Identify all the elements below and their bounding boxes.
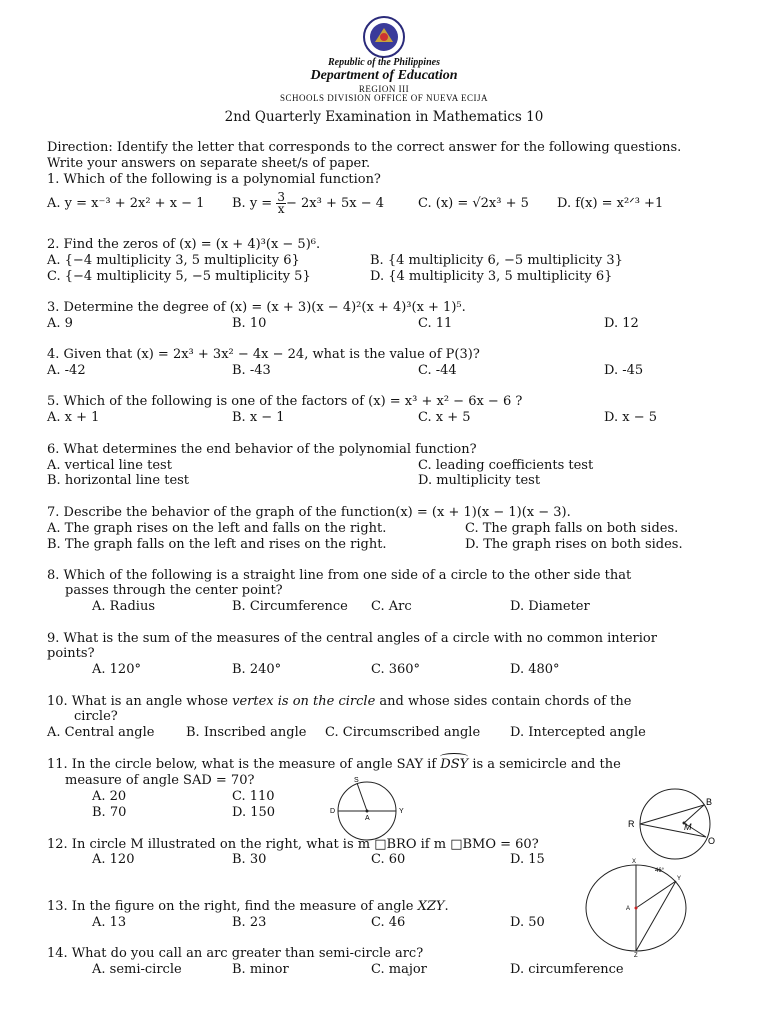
q10-stem-2: circle? — [74, 709, 118, 724]
label-y: Y — [399, 808, 404, 815]
q3-choice-c: C. 11 — [418, 316, 453, 331]
q10-choice-b: B. Inscribed angle — [186, 725, 307, 740]
q3-stem: 3. Determine the degree of (x) = (x + 3)(x − 4)²(x + 4)³(x + 1)⁵. — [47, 300, 466, 315]
q12-choice-c: C. 60 — [371, 852, 406, 867]
q13-choice-c: C. 46 — [371, 915, 406, 930]
q9-choice-d: D. 480° — [510, 662, 560, 677]
label-o: O — [708, 836, 716, 846]
label-s: S — [354, 777, 359, 784]
q11-stem-1: 11. In the circle below, what is the measure of angle SAY if DSY is a semicircle and the — [47, 757, 621, 772]
q6-stem: 6. What determines the end behavior of the polynomial function? — [47, 442, 477, 457]
q6-choice-d: D. multiplicity test — [418, 473, 541, 488]
label-d: D — [330, 808, 336, 815]
q13-circle-figure — [578, 858, 698, 958]
republic-line: Republic of the Philippines — [328, 57, 440, 68]
q13-stem: 13. In the figure on the right, find the measure of angle XZY. — [47, 899, 449, 914]
label-a: A — [626, 906, 631, 912]
q11-choice-a: A. 20 — [92, 789, 127, 804]
q14-choice-b: B. minor — [232, 962, 289, 977]
q1-stem: 1. Which of the following is a polynomial function? — [47, 172, 381, 187]
q12-stem: 12. In circle M illustrated on the right, what is m □BRO if m □BMO = 60? — [47, 837, 539, 852]
q1-choice-a: A. y = x⁻³ + 2x² + x − 1 — [47, 196, 205, 211]
q9-choice-a: A. 120° — [92, 662, 141, 677]
q5-choice-c: C. x + 5 — [418, 410, 471, 425]
q9-stem-1: 9. What is the sum of the measures of the central angles of a circle with no common interior — [47, 631, 657, 646]
q4-choice-d: D. -45 — [604, 363, 644, 378]
q10-choice-c: C. Circumscribed angle — [325, 725, 481, 740]
q1-choice-b: B. y = $\frac{3}{x}$ − 2x³ + 5x − 4 — [232, 190, 384, 216]
q8-choice-a: A. Radius — [92, 599, 156, 614]
q4-choice-b: B. -43 — [232, 363, 271, 378]
q12-choice-a: A. 120 — [92, 852, 135, 867]
arc-dsy: DSY — [440, 757, 469, 772]
q9-stem-2: points? — [47, 646, 95, 661]
q4-choice-a: A. -42 — [47, 363, 86, 378]
label-a: A — [365, 815, 370, 822]
q2-choice-b: B. {4 multiplicity 6, −5 multiplicity 3} — [370, 253, 623, 268]
q2-choice-a: A. {−4 multiplicity 3, 5 multiplicity 6} — [47, 253, 300, 268]
q12-circle-figure — [622, 788, 722, 863]
q8-stem-1: 8. Which of the following is a straight line from one side of a circle to the other side that — [47, 568, 632, 583]
q14-choice-a: A. semi-circle — [92, 962, 182, 977]
q11-choice-b: B. 70 — [92, 805, 127, 820]
q5-choice-d: D. x − 5 — [604, 410, 657, 425]
q8-choice-d: D. Diameter — [510, 599, 590, 614]
label-x: X — [632, 859, 637, 865]
q6-choice-a: A. vertical line test — [47, 458, 172, 473]
q1-choice-d: D. f(x) = x²ᐟ³ +1 — [557, 196, 664, 211]
q6-choice-b: B. horizontal line test — [47, 473, 190, 488]
q7-choice-b: B. The graph falls on the left and rises on the right. — [47, 537, 387, 552]
q3-choice-d: D. 12 — [604, 316, 639, 331]
exam-title: 2nd Quarterly Examination in Mathematics 10 — [224, 109, 544, 125]
q8-stem-2: passes through the center point? — [65, 583, 283, 598]
q14-choice-d: D. circumference — [510, 962, 624, 977]
q8-choice-b: B. Circumference — [232, 599, 348, 614]
q3-choice-a: A. 9 — [47, 316, 73, 331]
q13-choice-d: D. 50 — [510, 915, 545, 930]
deped-seal — [355, 16, 413, 58]
q14-stem: 14. What do you call an arc greater than semi-circle arc? — [47, 946, 424, 961]
q1-choice-c: C. (x) = √2x³ + 5 — [418, 196, 529, 211]
q12-choice-b: B. 30 — [232, 852, 267, 867]
direction-line-2: Write your answers on separate sheet/s of paper. — [47, 156, 371, 171]
department-name: Department of Education — [310, 68, 458, 83]
q11-choice-d: D. 150 — [232, 805, 276, 820]
q13-choice-a: A. 13 — [92, 915, 127, 930]
label-b: B — [706, 797, 713, 807]
q7-choice-a: A. The graph rises on the left and falls on the right. — [47, 521, 387, 536]
q11-stem-2: measure of angle SAD = 70? — [65, 773, 255, 788]
q3-choice-b: B. 10 — [232, 316, 267, 331]
q10-choice-d: D. Intercepted angle — [510, 725, 646, 740]
q11-circle-figure — [325, 775, 410, 845]
division-office: SCHOOLS DIVISION OFFICE OF NUEVA ECIJA — [279, 93, 489, 103]
label-y: Y — [677, 876, 682, 882]
q5-choice-a: A. x + 1 — [47, 410, 100, 425]
q12-choice-d: D. 15 — [510, 852, 545, 867]
q10-choice-a: A. Central angle — [47, 725, 155, 740]
q4-stem: 4. Given that (x) = 2x³ + 3x² − 4x − 24, what is the value of P(3)? — [47, 347, 480, 362]
q10-stem-1: 10. What is an angle whose vertex is on the circle and whose sides contain chords of the — [47, 694, 632, 709]
label-m: M — [684, 822, 692, 832]
q2-choice-c: C. {−4 multiplicity 5, −5 multiplicity 5} — [47, 269, 311, 284]
direction-line-1: Direction: Identify the letter that corresponds to the correct answer for the following questions. — [47, 140, 682, 155]
q5-stem: 5. Which of the following is one of the factors of (x) = x³ + x² − 6x − 6 ? — [47, 394, 523, 409]
q11-choice-c: C. 110 — [232, 789, 275, 804]
q13-choice-b: B. 23 — [232, 915, 267, 930]
q8-choice-c: C. Arc — [371, 599, 412, 614]
q7-stem: 7. Describe the behavior of the graph of the function(x) = (x + 1)(x − 1)(x − 3). — [47, 505, 571, 520]
q6-choice-c: C. leading coefficients test — [418, 458, 594, 473]
q7-choice-c: C. The graph falls on both sides. — [465, 521, 679, 536]
q2-choice-d: D. {4 multiplicity 3, 5 multiplicity 6} — [370, 269, 613, 284]
label-z: Z — [634, 953, 638, 958]
q9-choice-c: C. 360° — [371, 662, 421, 677]
q7-choice-d: D. The graph rises on both sides. — [465, 537, 683, 552]
label-angle: 46° — [655, 868, 665, 874]
q5-choice-b: B. x − 1 — [232, 410, 285, 425]
q9-choice-b: B. 240° — [232, 662, 282, 677]
q4-choice-c: C. -44 — [418, 363, 457, 378]
label-r: R — [628, 819, 635, 829]
region-label: REGION III — [358, 84, 410, 94]
q2-stem: 2. Find the zeros of (x) = (x + 4)³(x − 5)⁶. — [47, 237, 321, 252]
q14-choice-c: C. major — [371, 962, 427, 977]
